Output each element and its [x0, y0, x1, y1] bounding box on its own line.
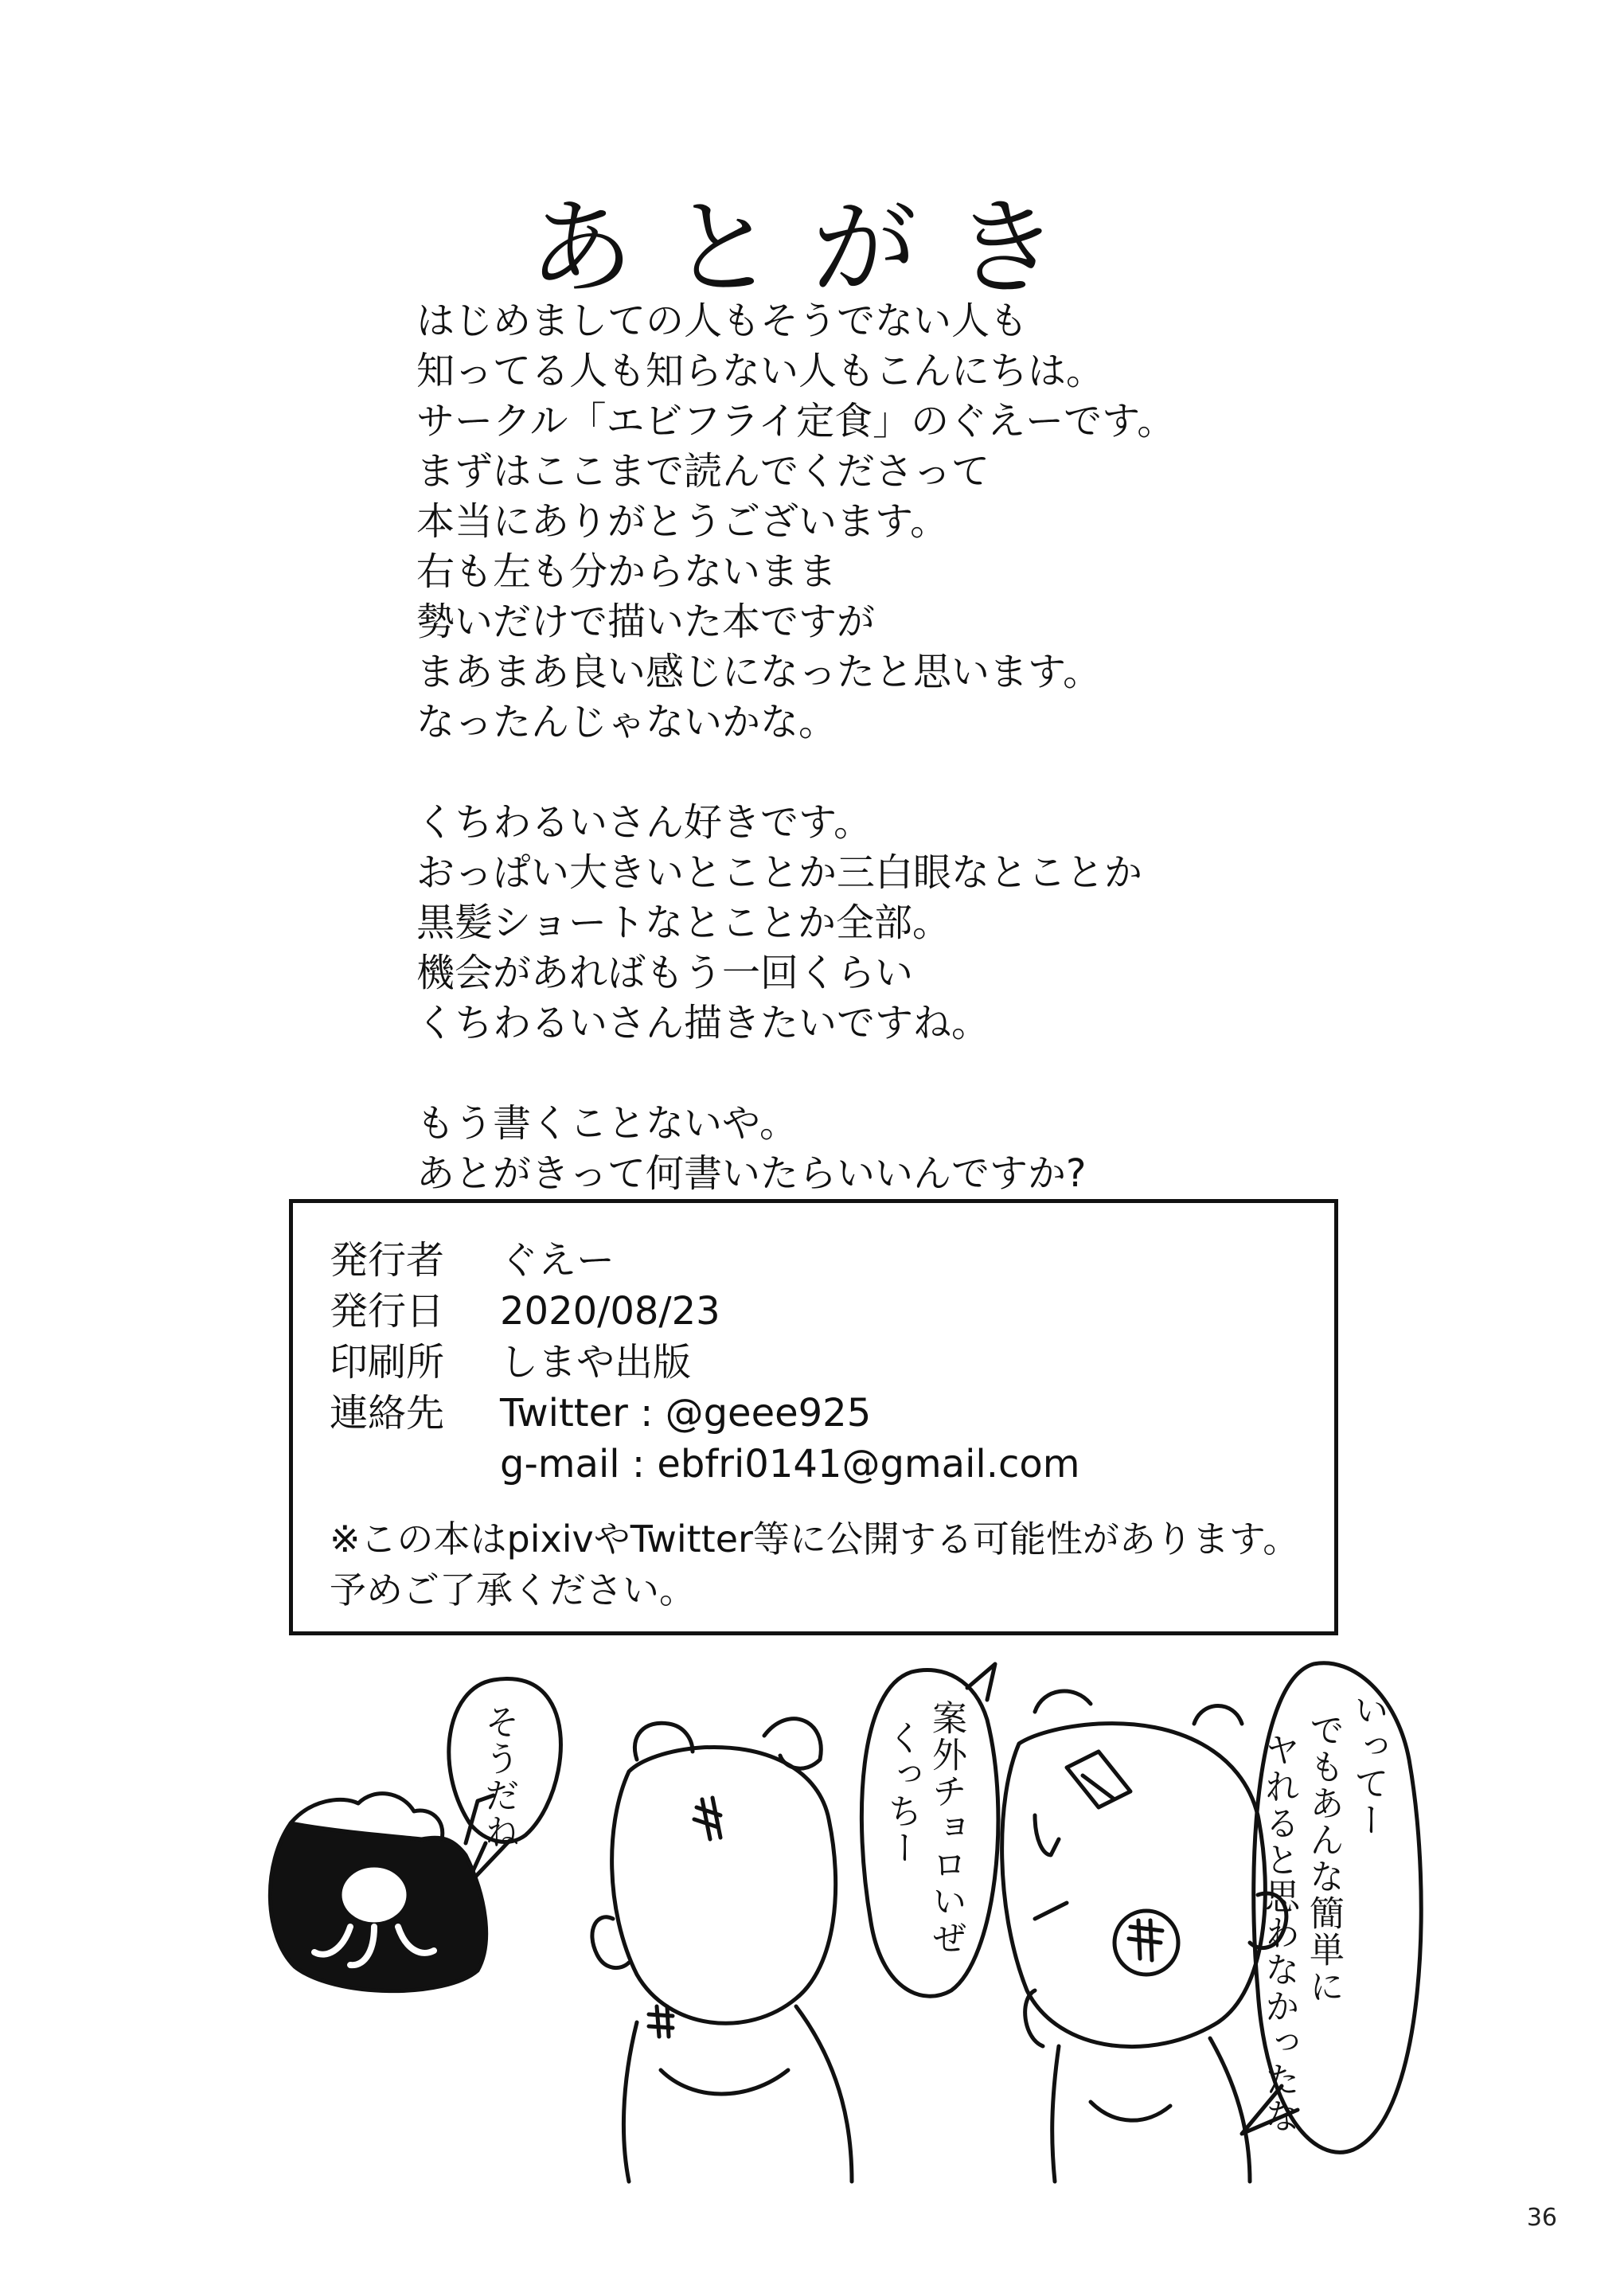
text-line: 黒髪ショートなとことか全部。	[416, 900, 951, 945]
paragraph-2	[416, 798, 1451, 1049]
speech-right-line-3: ヤれると思わなかったな	[1259, 1732, 1299, 2135]
paragraph-3	[416, 1099, 1451, 1199]
colophon-date	[330, 1286, 720, 1337]
colophon-box	[289, 1199, 1338, 1635]
colophon-email	[330, 1439, 1080, 1490]
text-line: はじめましての人もそうでない人も	[416, 299, 1029, 343]
colophon-printer	[330, 1337, 691, 1388]
publisher-label: 発行者	[330, 1238, 445, 1283]
publication-note-2: 予めご了承ください。	[330, 1568, 696, 1611]
character-back-view	[592, 1719, 852, 2182]
colophon-publisher	[330, 1235, 615, 1286]
text-line: 知ってる人も知らない人もこんにちは。	[416, 349, 1105, 393]
date-label: 発行日	[330, 1289, 445, 1334]
text-line: くちわるいさん描きたいですね。	[416, 1001, 990, 1045]
text-line: あとがきって何書いたらいいんですか?	[416, 1151, 1087, 1196]
text-line: おっぱい大きいとことか三白眼なとことか	[416, 850, 1143, 895]
date-value: 2020/08/23	[500, 1289, 720, 1334]
text-line: くちわるいさん好きです。	[416, 800, 873, 845]
ghost-character	[270, 1794, 494, 1991]
paragraph-1	[416, 296, 1451, 748]
speech-left-text: そうだね	[478, 1704, 519, 1850]
speech-middle-line-2: くっちー	[881, 1720, 922, 1866]
email-address: g-mail : ebfri0141@gmail.com	[500, 1442, 1080, 1486]
publisher-value: ぐえー	[500, 1238, 615, 1283]
illustration	[0, 1656, 1624, 2197]
text-line: 勢いだけで描いた本ですが	[416, 600, 876, 644]
text-line: 右も左も分からないまま	[416, 549, 837, 594]
text-line: もう書くことないや。	[416, 1101, 798, 1146]
printer-value: しまや出版	[500, 1340, 692, 1385]
publication-note: ※この本はpixivやTwitter等に公開する可能性があります。	[330, 1518, 1300, 1561]
text-line: サークル「エビフライ定食」のぐえーです。	[416, 399, 1176, 443]
speech-middle-line-1: 案外チョロいぜ	[926, 1700, 966, 1956]
contact-label: 連絡先	[330, 1391, 445, 1436]
text-line: 機会があればもう一回くらい	[416, 951, 914, 995]
speech-right-line-2: でもあんな簡単に	[1303, 1712, 1344, 2005]
page-title: あとがき	[529, 187, 1095, 310]
bubble-tail-middle	[967, 1664, 995, 1700]
text-line: まあまあ良い感じになったと思います。	[416, 650, 1102, 694]
text-line: なったんじゃないかな。	[416, 700, 837, 744]
text-line: 本当にありがとうございます。	[416, 499, 949, 544]
speech-right-line-1: いってー	[1348, 1692, 1388, 1838]
printer-label: 印刷所	[330, 1340, 445, 1385]
twitter-handle: Twitter : @geee925	[500, 1391, 872, 1436]
afterword-text	[416, 296, 1451, 1249]
colophon-contact	[330, 1388, 871, 1439]
text-line: まずはここまで読んでくださって	[416, 449, 990, 494]
page-number: 36	[1526, 2204, 1557, 2232]
character-front-view	[1002, 1691, 1286, 2182]
